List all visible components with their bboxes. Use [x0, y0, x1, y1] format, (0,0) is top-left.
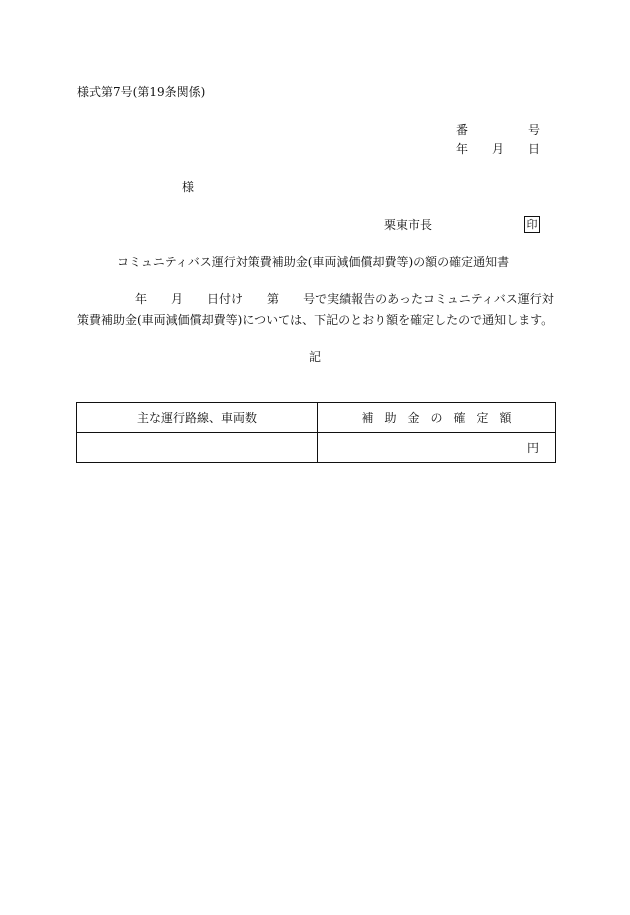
form-identifier: 様式第7号(第19条関係): [77, 85, 206, 99]
document-number-label: 番: [456, 123, 469, 137]
body-dated: 日付け: [207, 292, 244, 306]
body-text-line-2: 策費補助金(車両減価償却費等)については、下記のとおり額を確定したので通知します。: [77, 313, 554, 327]
table-row: [77, 433, 556, 463]
body-year: 年: [135, 292, 148, 306]
body-dai: 第: [267, 292, 280, 306]
ki-heading: 記: [309, 350, 322, 364]
table-header-row: [77, 403, 556, 433]
document-number-suffix: 号: [528, 123, 541, 137]
cell-amount: 円: [318, 433, 556, 463]
date-day-label: 日: [528, 142, 541, 156]
header-routes: 主な運行路線、車両数: [77, 403, 318, 433]
seal-stamp-box: 印: [524, 216, 540, 233]
body-month: 月: [171, 292, 184, 306]
date-month-label: 月: [492, 142, 505, 156]
header-amount: 補助金の確定額: [318, 403, 556, 433]
body-text-line-1: [77, 293, 554, 305]
body-rest: 号で実績報告のあったコミュニティバス運行対: [303, 292, 554, 306]
addressee-honorific: 様: [182, 180, 195, 194]
summary-table: [76, 402, 556, 463]
issuer-name: 栗東市長: [384, 218, 433, 232]
cell-routes: [77, 433, 318, 463]
date-year-label: 年: [456, 142, 469, 156]
document-title: コミュニティバス運行対策費補助金(車両減価償却費等)の額の確定通知書: [117, 255, 510, 269]
